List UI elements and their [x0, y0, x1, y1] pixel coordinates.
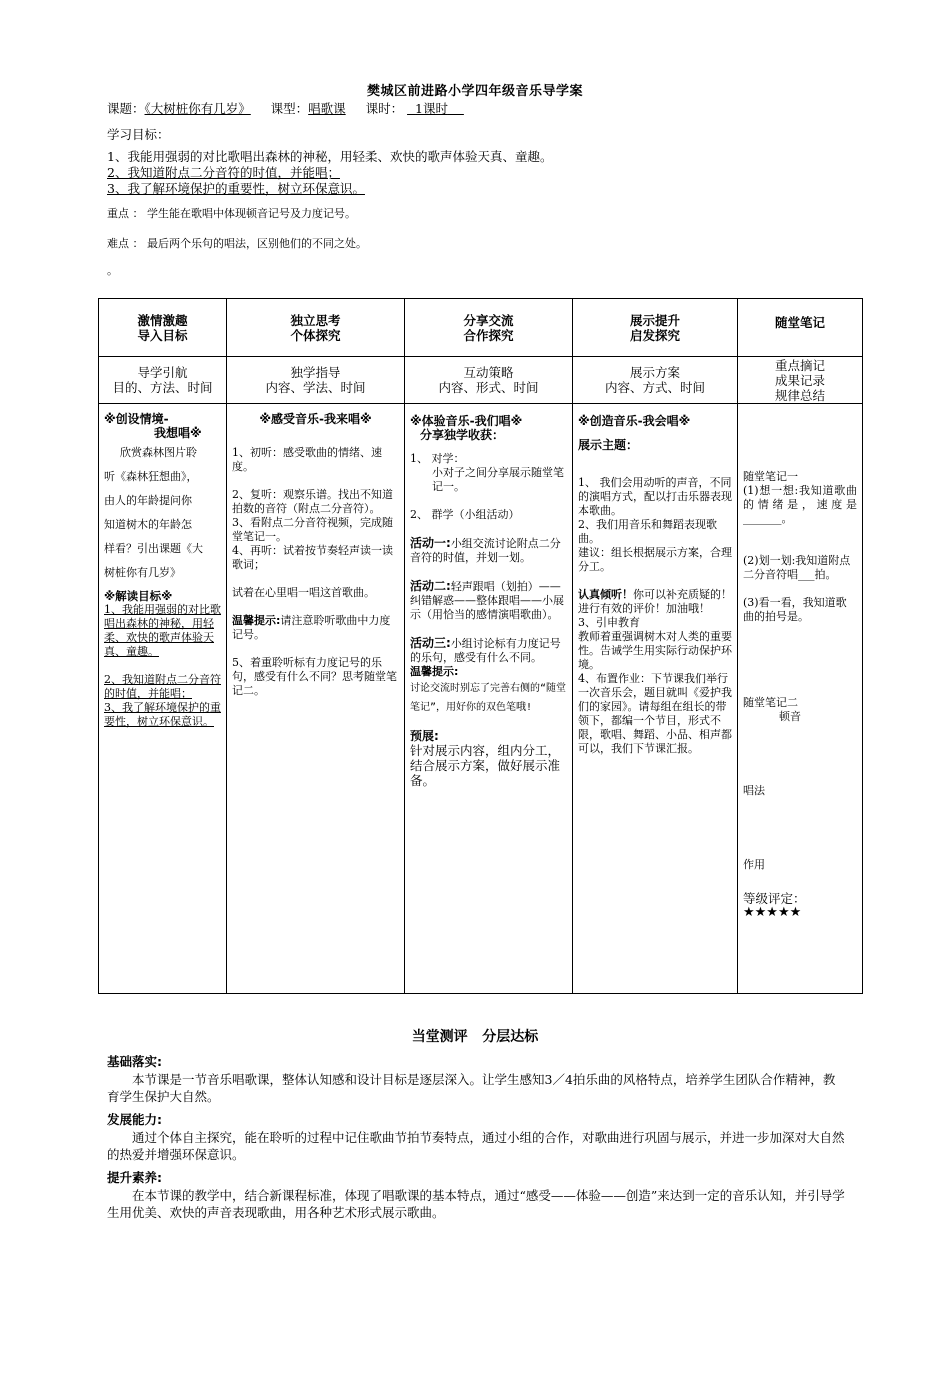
col3-subtitle: 分享独学收获：	[420, 428, 505, 442]
subheader-cell-2: 独学指导 内容、学法、时间	[227, 357, 405, 404]
type-value: 唱歌课	[308, 101, 346, 116]
content-row	[99, 404, 863, 994]
col3-activity-2: 活动二:轻声跟唱（划拍）——纠错解惑——整体跟唱——小展示（用恰当的感情演唱歌曲）。	[410, 579, 564, 621]
col3-group: 2、 群学（小组活动）	[410, 508, 520, 521]
col2-tip: 温馨提示:请注意聆听歌曲中力度记号。	[232, 614, 391, 641]
col3-preview-label: 预展:	[410, 729, 439, 743]
note-1-b: (2)划一划:我知道附点二分音符唱___拍。	[743, 554, 851, 581]
col2-step-1: 1、初听：感受歌曲的情绪、速度。	[232, 446, 382, 473]
basic-text: 本节课是一节音乐唱歌课，整体认知感和设计目标是逐层深入。让学生感知3／4拍乐曲的风格特点，培养学生团队合作精神，教育学生保护大自然。	[107, 1072, 836, 1104]
note-2-function: 作用	[743, 858, 765, 871]
col4-item-3-text: 教师着重强调树木对人类的重要性。告诫学生用实际行动保护环境。	[578, 630, 732, 671]
note-2-title: 随堂笔记二	[743, 696, 798, 709]
col2-title: ※感受音乐-我来唱※	[259, 412, 372, 426]
assessment-title: 当堂测评 分层达标	[411, 1029, 539, 1045]
hours-label: 课时：	[365, 101, 404, 116]
develop-label: 发展能力:	[107, 1112, 162, 1127]
col4-item-2: 2、我们用音乐和舞蹈表现歌曲。	[578, 518, 717, 545]
hours-value: 1课时	[415, 101, 448, 116]
content-cell-1	[99, 404, 227, 994]
col1-title: ※创设情境-	[104, 412, 169, 426]
col2-step-6: 5、着重聆听标有力度记号的乐句，感受有什么不同？思考随堂笔记二。	[232, 656, 397, 697]
col4-suggestion: 建议：组长根据展示方案，合理分工。	[578, 546, 732, 573]
grade-label: 等级评定：	[743, 891, 806, 906]
col4-item-1: 1、 我们会用动听的声音，不同的演唱方式，配以打击乐器表现本歌曲。	[578, 476, 732, 517]
improve-label: 提升素养:	[107, 1170, 162, 1185]
col1-goals-title: ※解读目标※	[104, 589, 173, 603]
col3-title: ※体验音乐-我们唱※	[410, 414, 523, 428]
type-label: 课型：	[270, 101, 309, 116]
col2-step-5: 试着在心里唱一唱这首歌曲。	[232, 586, 375, 599]
col1-goal-2: 2、我知道附点二分音符的时值，并能唱；	[104, 673, 221, 700]
lesson-info-line	[107, 99, 464, 117]
goal-item-1: 1、我能用强弱的对比歌唱出森林的神秘，用轻柔、欢快的歌声体验天真、童趣。	[107, 149, 553, 164]
col4-title: ※创造音乐-我会唱※	[578, 414, 691, 428]
course-label: 课题：	[107, 101, 145, 116]
col4-theme: 展示主题：	[578, 438, 639, 452]
header-cell-4: 展示提升 启发探究	[573, 299, 738, 357]
col3-activity-1: 活动一:小组交流讨论附点二分音符的时值，并划一划。	[410, 536, 561, 564]
col2-step-3: 3、看附点二分音符视频，完成随堂笔记一。	[232, 516, 393, 543]
subheader-cell-4: 展示方案 内容、方式、时间	[573, 357, 738, 404]
note-1-title: 随堂笔记一	[743, 470, 798, 483]
col1-intro: 欣赏森林图片聆 听《森林狂想曲》， 由人的年龄提问你 知道树木的年龄怎 样看？引出课题《大 树桩你有几岁》	[104, 446, 203, 579]
col2-step-4: 4、再听：试着按节奏轻声读一读歌词；	[232, 544, 393, 571]
col1-goal-3: 3、我了解环境保护的重要性，树立环保意识。	[104, 701, 221, 728]
header-cell-2: 独立思考 个体探究	[227, 299, 405, 357]
col3-pair-text: 小对子之间分享展示随堂笔记一。	[432, 466, 564, 493]
col2-step-2: 2、复听：观察乐谱。找出不知道拍数的音符（附点二分音符）。	[232, 488, 393, 515]
difficulty-point: 难点 ： 最后两个乐句的唱法，区别他们的不同之处。	[107, 237, 367, 250]
note-2-singing: 唱法	[743, 784, 765, 797]
content-cell-5	[738, 404, 863, 994]
col4-item-4: 4、布置作业：下节课我们举行一次音乐会，题目就叫《爱护我们的家园》。请每组在组长的带领下，都编一个节目，形式不限，歌唱、舞蹈、小品、相声都可以，我们下节课汇报。	[578, 672, 732, 755]
subheader-cell-1: 导学引航 目的、方法、时间	[99, 357, 227, 404]
page-title: 樊城区前进路小学四年级音乐导学案	[366, 84, 583, 99]
col4-listen: 认真倾听！你可以补充质疑的！进行有效的评价！加油哦！	[578, 588, 732, 615]
header-cell-1: 激情激趣 导入目标	[99, 299, 227, 357]
course-value: 《大树桩你有几岁》	[144, 101, 251, 116]
note-1-a: (1)想一想:我知道歌曲的情绪是，速度是_______。	[743, 484, 857, 525]
goal-item-2: 2、我知道附点二分音符的时值，并能唱；	[107, 165, 340, 180]
subheader-cell-3: 互动策略 内容、形式、时间	[405, 357, 573, 404]
improve-text: 在本节课的教学中，结合新课程标准，体现了唱歌课的基本特点，通过“感受——体验——创造”来达到一定的音乐认知，并引导学生用优美、欢快的声音表现歌曲，用各种艺术形式展示歌曲。	[107, 1188, 845, 1220]
col3-activity-3: 活动三:小组讨论标有力度记号的乐句，感受有什么不同。	[410, 636, 561, 664]
col3-preview-text: 针对展示内容，组内分工，结合展示方案，做好展示准备。	[410, 743, 561, 788]
grade-stars: ★★★★★	[743, 905, 802, 920]
content-cell-2	[227, 404, 405, 994]
col4-item-3: 3、引申教育	[578, 616, 640, 629]
dot-mark: 。	[107, 264, 118, 277]
col3-pair-label: 1、 对学：	[410, 452, 465, 465]
note-1-c: (3)看一看，我知道歌曲的拍号是。	[743, 596, 847, 623]
header-cell-3: 分享交流 合作探究	[405, 299, 573, 357]
subheader-cell-5: 重点摘记 成果记录 规律总结	[738, 357, 863, 404]
header-row	[99, 299, 863, 357]
col1-goal-1: 1、我能用强弱的对比歌唱出森林的神秘，用轻柔、欢快的歌声体验天真、童趣。	[104, 603, 221, 658]
key-point: 重点 ： 学生能在歌唱中体现顿音记号及力度记号。	[107, 207, 356, 220]
subheader-row	[99, 357, 863, 404]
goal-item-3: 3、我了解环境保护的重要性，树立环保意识。	[107, 181, 365, 196]
develop-text: 通过个体自主探究，能在聆听的过程中记住歌曲节拍节奏特点，通过小组的合作，对歌曲进行巩固与展示，并进一步加深对大自然的热爱并增强环保意识。	[107, 1130, 845, 1162]
header-cell-5: 随堂笔记	[738, 299, 863, 357]
col3-tip-text: 讨论交流时别忘了完善右侧的“随堂笔记”，用好你的双色笔哦!	[410, 683, 567, 713]
basic-label: 基础落实:	[107, 1054, 162, 1069]
content-cell-3	[405, 404, 573, 994]
col3-tip-label: 温馨提示:	[410, 665, 459, 678]
note-2-staccato: 顿音	[779, 710, 801, 723]
col1-title-2: 我想唱※	[154, 426, 202, 440]
goals-label: 学习目标：	[107, 127, 170, 142]
content-cell-4	[573, 404, 738, 994]
lesson-plan-table	[98, 298, 863, 994]
